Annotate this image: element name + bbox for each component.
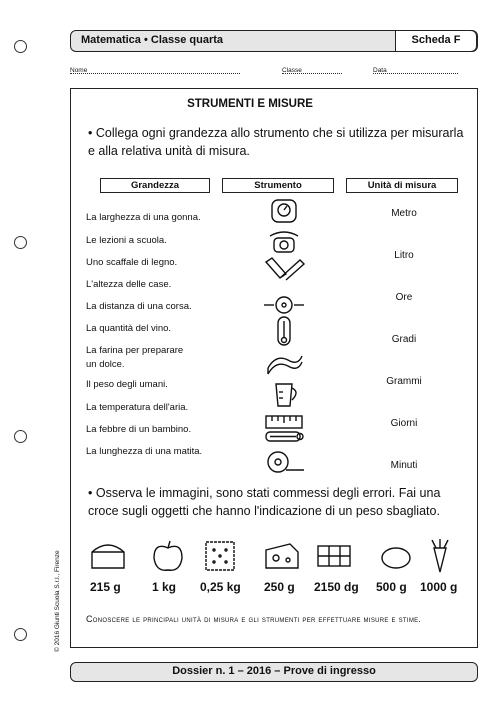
carrot-icon[interactable] xyxy=(420,538,460,574)
scale-icon[interactable] xyxy=(262,196,306,226)
footer-bar: Dossier n. 1 – 2016 – Prove di ingresso xyxy=(70,662,478,682)
unit-item[interactable]: Ore xyxy=(395,292,413,303)
bread-icon[interactable] xyxy=(88,538,128,574)
copyright: © 2016 Giunti Scuola S.r.l., Firenze xyxy=(54,550,61,652)
unit-item[interactable]: Metro xyxy=(391,208,417,219)
food-weight: 1000 g xyxy=(420,580,458,594)
quantity-item[interactable]: un dolce. xyxy=(86,359,125,370)
learning-objective: Conoscere le principali unità di misura e gli strumenti per effettuare misure e stime. xyxy=(86,614,422,624)
food-weight: 215 g xyxy=(90,580,121,594)
quantity-item[interactable]: La farina per preparare xyxy=(86,345,184,356)
food-weight: 2150 dg xyxy=(314,580,359,594)
header-quantity: Grandezza xyxy=(100,178,210,193)
quantity-item[interactable]: Uno scaffale di legno. xyxy=(86,257,178,268)
cracker-icon[interactable] xyxy=(200,538,240,574)
page-title: STRUMENTI E MISURE xyxy=(187,98,313,110)
food-weight: 500 g xyxy=(376,580,407,594)
instruction-2: • Osserva le immagini, sono stati commessi degli errori. Fai una croce sugli oggetti che hanno l'indicazione di un peso sbagliato. xyxy=(88,486,441,518)
class-label: Classe xyxy=(282,67,302,74)
unit-item[interactable]: Minuti xyxy=(390,460,418,471)
quantity-item[interactable]: L'altezza delle case. xyxy=(86,279,172,290)
quantity-item[interactable]: La quantità del vino. xyxy=(86,323,172,334)
lemon-icon[interactable] xyxy=(376,538,416,574)
date-label: Data xyxy=(373,67,387,74)
chocolate-bar-icon[interactable] xyxy=(314,538,354,574)
header-bar xyxy=(70,30,478,52)
sheet-label: Scheda F xyxy=(395,30,477,52)
quantity-item[interactable]: La larghezza di una gonna. xyxy=(86,212,201,223)
quantity-item[interactable]: La temperatura dell'aria. xyxy=(86,402,189,413)
date-field[interactable] xyxy=(373,67,458,76)
unit-item[interactable]: Grammi xyxy=(386,376,422,387)
measuring-tape-icon[interactable] xyxy=(262,348,306,378)
quantity-item[interactable]: La lunghezza di una matita. xyxy=(86,446,203,457)
quantity-item[interactable]: La febbre di un bambino. xyxy=(86,424,192,435)
thermometer-icon[interactable] xyxy=(262,316,306,346)
binder-hole xyxy=(14,236,27,249)
folding-ruler-icon[interactable] xyxy=(262,252,306,282)
food-weight: 1 kg xyxy=(152,580,177,594)
measuring-jug-icon[interactable] xyxy=(262,378,306,408)
subject-label: Matematica • Classe quarta xyxy=(81,34,224,46)
name-label: Nome xyxy=(70,67,88,74)
unit-item[interactable]: Litro xyxy=(394,250,414,261)
instruction-1: • Collega ogni grandezza allo strumento che si utilizza per misurarla e alla relativa unità di misura. xyxy=(88,126,464,158)
quantity-item[interactable]: Il peso degli umani. xyxy=(86,379,168,390)
quantity-item[interactable]: La distanza di una corsa. xyxy=(86,301,192,312)
header-unit: Unità di misura xyxy=(346,178,458,193)
apple-icon[interactable] xyxy=(148,538,188,574)
tape-measure-icon[interactable] xyxy=(262,446,306,476)
cheese-icon[interactable] xyxy=(262,538,302,574)
binder-hole xyxy=(14,430,27,443)
unit-item[interactable]: Giorni xyxy=(390,418,418,429)
class-field[interactable] xyxy=(282,67,342,76)
food-weight: 250 g xyxy=(264,580,295,594)
name-field[interactable] xyxy=(70,67,240,76)
header-tool: Strumento xyxy=(222,178,334,193)
binder-hole xyxy=(14,40,27,53)
unit-item[interactable]: Gradi xyxy=(391,334,417,345)
quantity-item[interactable]: Le lezioni a scuola. xyxy=(86,235,167,246)
binder-hole xyxy=(14,628,27,641)
food-weight: 0,25 kg xyxy=(200,580,241,594)
